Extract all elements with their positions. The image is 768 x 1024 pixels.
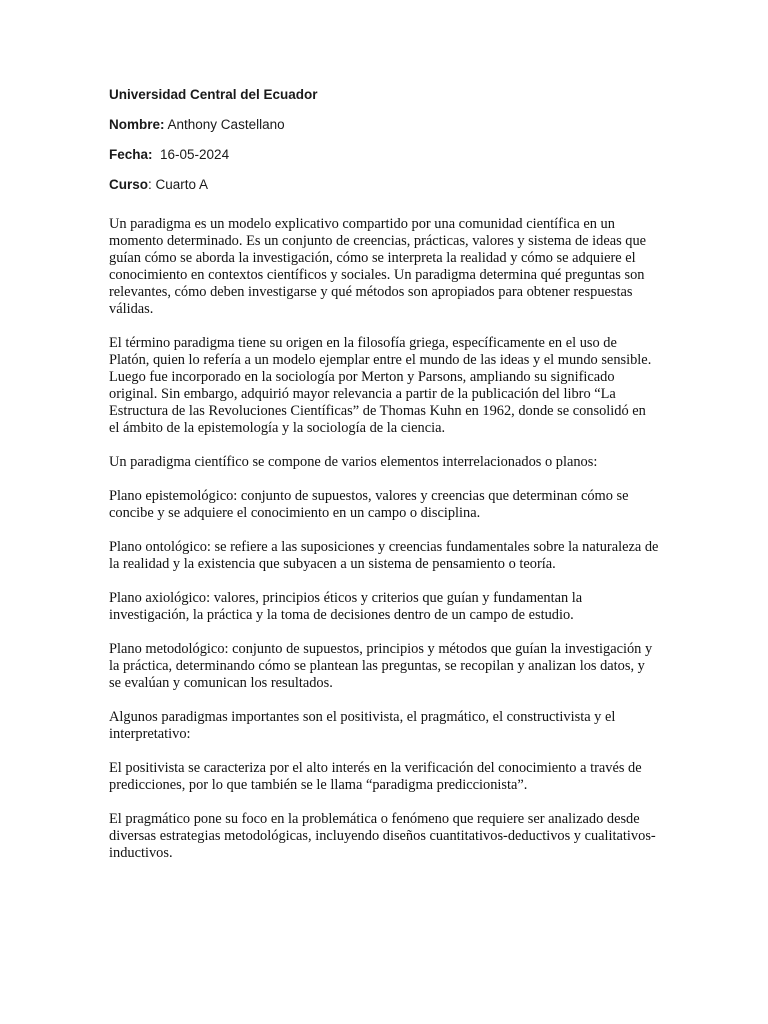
paragraph-definition: Un paradigma es un modelo explicativo compartido por una comunidad científica en un momento determinado. Es un conjunto de creencias, prácticas, valores y sistema de ideas que guían cómo se aborda la investigación, cómo se interpreta la realidad y cómo se adquiere el conocimiento en contextos científicos y sociales. Un paradigma determina qué preguntas son relevantes, cómo deben investigarse y qué métodos son apropiados para obtener respuestas válidas. (109, 216, 647, 317)
paragraph-paradigms-intro: Algunos paradigmas importantes son el positivista, el pragmático, el constructivista y el interpretativo: (109, 709, 616, 742)
name-label: Nombre: (109, 117, 165, 132)
paragraph-methodological: Plano metodológico: conjunto de supuestos, principios y métodos que guían la investigación y la práctica, determinando cómo se plantean las preguntas, se recopilan y analizan los datos, y se evalúan y comunican los resultados. (109, 641, 653, 691)
university-name: Universidad Central del Ecuador (109, 87, 318, 102)
name-value: Anthony Castellano (164, 117, 285, 132)
paragraph-ontological: Plano ontológico: se refiere a las suposiciones y creencias fundamentales sobre la naturaleza de la realidad y la existencia que subyacen a un sistema de pensamiento o teoría. (109, 539, 659, 572)
paragraph-positivist: El positivista se caracteriza por el alto interés en la verificación del conocimiento a través de predicciones, por lo que también se le llama “paradigma prediccionista”. (109, 760, 642, 793)
date-label: Fecha: (109, 147, 153, 162)
date-line (109, 146, 649, 163)
document-header (109, 86, 649, 206)
document-body (109, 216, 659, 879)
paragraph-epistemological: Plano epistemológico: conjunto de supuestos, valores y creencias que determinan cómo se concibe y se adquiere el conocimiento en un campo o disciplina. (109, 488, 629, 521)
course-line (109, 176, 649, 193)
paragraph-axiological: Plano axiológico: valores, principios éticos y criterios que guían y fundamentan la investigación, la práctica y la toma de decisiones dentro de un campo de estudio. (109, 590, 583, 623)
student-name-line (109, 116, 649, 133)
paragraph-origin: El término paradigma tiene su origen en la filosofía griega, específicamente en el uso de Platón, quien lo refería a un modelo ejemplar entre el mundo de las ideas y el mundo sensible. Luego fue incorporado en la sociología por Merton y Parsons, ampliando su significado original. Sin embargo, adquirió mayor relevancia a partir de la publicación del libro “La Estructura de las Revoluciones Científicas” de Thomas Kuhn en 1962, donde se consolidó en el ámbito de la epistemología y la sociología de la ciencia. (109, 335, 652, 436)
date-value: 16-05-2024 (152, 147, 230, 162)
course-value: : Cuarto A (148, 177, 209, 192)
course-label: Curso (109, 177, 149, 192)
paragraph-pragmatic: El pragmático pone su foco en la problemática o fenómeno que requiere ser analizado desde diversas estrategias metodológicas, incluyendo diseños cuantitativos-deductivos y cualitativos-inductivos. (109, 811, 656, 861)
paragraph-elements-intro: Un paradigma científico se compone de varios elementos interrelacionados o planos: (109, 454, 598, 470)
